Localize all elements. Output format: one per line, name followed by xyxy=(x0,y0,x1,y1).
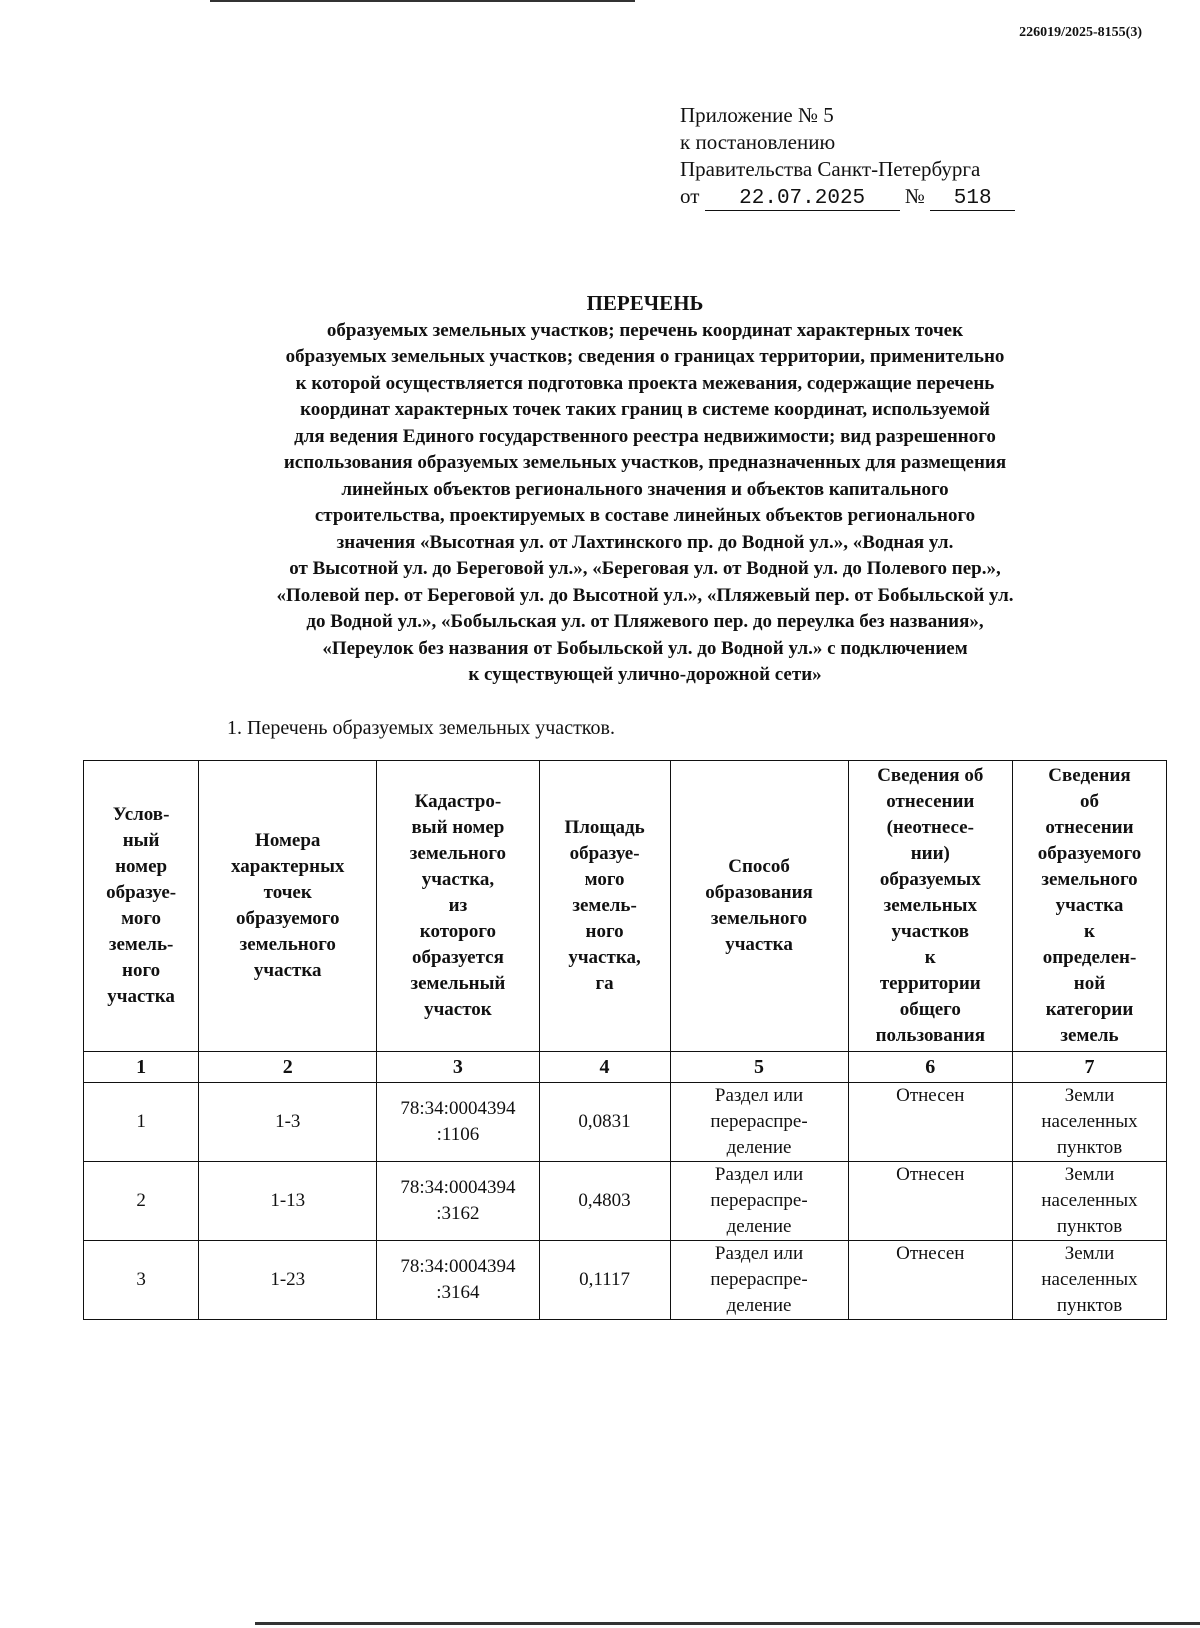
column-number: 3 xyxy=(377,1052,539,1083)
subtitle-line: линейных объектов регионального значения и объектов капитального xyxy=(341,478,949,500)
cadastral-text: 78:34:0004394 :3162 xyxy=(400,1177,516,1224)
subtitle-line: образуемых земельных участков; перечень координат характерных точек xyxy=(326,319,964,341)
header-land-category: Сведения об отнесении образуемого земельного участка к определен- ной категории земель xyxy=(1037,765,1142,1046)
appendix-line-1: Приложение № 5 xyxy=(680,103,834,127)
subtitle-line: координат характерных точек таких границ в системе координат, используемой xyxy=(300,399,990,420)
column-number: 4 xyxy=(539,1052,670,1083)
cell-cadastral xyxy=(377,1162,539,1241)
cell-points: 1-23 xyxy=(199,1241,377,1320)
cell-area: 0,4803 xyxy=(539,1162,670,1241)
method-text: Раздел или перераспре- деление xyxy=(710,1085,808,1158)
appendix-date-line xyxy=(680,183,1015,211)
subtitle-line: образуемых земельных участков; сведения о границах территории, применительно xyxy=(285,346,1005,367)
cell-area: 0,0831 xyxy=(539,1083,670,1162)
method-text: Раздел или перераспре- деление xyxy=(710,1243,808,1316)
cell-category xyxy=(1013,1083,1167,1162)
column-number: 5 xyxy=(670,1052,848,1083)
header-cell xyxy=(1013,761,1167,1052)
appendix-block xyxy=(680,102,1015,211)
subtitle-line: к которой осуществляется подготовка проекта межевания, содержащие перечень xyxy=(295,372,995,394)
cell-area: 0,1117 xyxy=(539,1241,670,1320)
cell-num: 3 xyxy=(84,1241,199,1320)
subtitle-line: до Водной ул.», «Бобыльская ул. от Пляжевого пер. до переулка без названия», xyxy=(306,611,984,632)
cell-cadastral xyxy=(377,1241,539,1320)
cadastral-text: 78:34:0004394 :3164 xyxy=(400,1256,516,1303)
subtitle-line: значения «Высотная ул. от Лахтинского пр. до Водной ул.», «Водная ул. xyxy=(336,531,954,553)
subtitle-line: использования образуемых земельных участков, предназначенных для размещения xyxy=(283,452,1007,473)
column-number: 2 xyxy=(199,1052,377,1083)
subtitle-line: к существующей улично-дорожной сети» xyxy=(468,664,822,685)
column-number-row xyxy=(84,1052,1167,1083)
category-text: Земли населенных пунктов xyxy=(1041,1085,1138,1158)
cell-category xyxy=(1013,1241,1167,1320)
title-block xyxy=(150,290,1140,689)
cell-public-use: Отнесен xyxy=(848,1083,1012,1162)
subtitle-line: строительства, проектируемых в составе линейных объектов регионального xyxy=(314,505,976,526)
subtitle-line: «Переулок без названия от Бобыльской ул. до Водной ул.» с подключением xyxy=(322,637,968,659)
table-row xyxy=(84,1241,1167,1320)
header-cell xyxy=(377,761,539,1052)
cadastral-text: 78:34:0004394 :1106 xyxy=(400,1098,516,1145)
header-conditional-number: Услов- ный номер образуе- мого земель- ного участка xyxy=(106,804,177,1007)
header-area: Площадь образуе- мого земель- ного участка, га xyxy=(564,817,645,994)
date-value: 22.07.2025 xyxy=(705,188,900,211)
subtitle-line: «Полевой пер. от Береговой ул. до Высотной ул.», «Пляжевый пер. от Бобыльской ул. xyxy=(276,584,1014,606)
header-point-numbers: Номера характерных точек образуемого земельного участка xyxy=(231,830,345,981)
method-text: Раздел или перераспре- деление xyxy=(710,1164,808,1237)
cell-num: 1 xyxy=(84,1083,199,1162)
column-number: 7 xyxy=(1013,1052,1167,1083)
cell-public-use: Отнесен xyxy=(848,1162,1012,1241)
cell-num: 2 xyxy=(84,1162,199,1241)
appendix-line-2: к постановлению xyxy=(680,130,836,154)
top-scan-rule xyxy=(210,0,635,2)
cell-method xyxy=(670,1083,848,1162)
parcels-table xyxy=(83,760,1167,1320)
table-row xyxy=(84,1083,1167,1162)
column-number: 6 xyxy=(848,1052,1012,1083)
date-prefix: от xyxy=(680,184,700,208)
header-cell xyxy=(848,761,1012,1052)
section-heading: 1. Перечень образуемых земельных участков. xyxy=(227,717,615,739)
header-cell xyxy=(539,761,670,1052)
column-number: 1 xyxy=(84,1052,199,1083)
header-cadastral-number: Кадастро- вый номер земельного участка, из которого образуется земельный участок xyxy=(409,791,507,1020)
cell-category xyxy=(1013,1162,1167,1241)
cell-method xyxy=(670,1162,848,1241)
number-value: 518 xyxy=(930,188,1015,211)
category-text: Земли населенных пунктов xyxy=(1041,1243,1138,1316)
header-public-use: Сведения об отнесении (неотнесе- нии) образуемых земельных участков к территории общего пользования xyxy=(875,765,985,1046)
header-cell xyxy=(199,761,377,1052)
appendix-line-3: Правительства Санкт-Петербурга xyxy=(680,157,981,181)
table-header-row xyxy=(84,761,1167,1052)
subtitle-line: для ведения Единого государственного реестра недвижимости; вид разрешенного xyxy=(294,425,996,447)
number-prefix: № xyxy=(904,184,925,208)
cell-cadastral xyxy=(377,1083,539,1162)
document-title: ПЕРЕЧЕНЬ xyxy=(586,291,704,315)
document-id: 226019/2025-8155(3) xyxy=(1019,25,1142,40)
cell-points: 1-13 xyxy=(199,1162,377,1241)
subtitle-line: от Высотной ул. до Береговой ул.», «Береговая ул. от Водной ул. до Полевого пер.», xyxy=(289,558,1001,579)
cell-method xyxy=(670,1241,848,1320)
bottom-scan-rule xyxy=(255,1622,1200,1625)
table-row xyxy=(84,1162,1167,1241)
header-cell xyxy=(670,761,848,1052)
cell-public-use: Отнесен xyxy=(848,1241,1012,1320)
category-text: Земли населенных пунктов xyxy=(1041,1164,1138,1237)
header-cell xyxy=(84,761,199,1052)
document-subtitle xyxy=(150,318,1140,689)
header-formation-method: Способ образования земельного участка xyxy=(705,856,813,955)
cell-points: 1-3 xyxy=(199,1083,377,1162)
